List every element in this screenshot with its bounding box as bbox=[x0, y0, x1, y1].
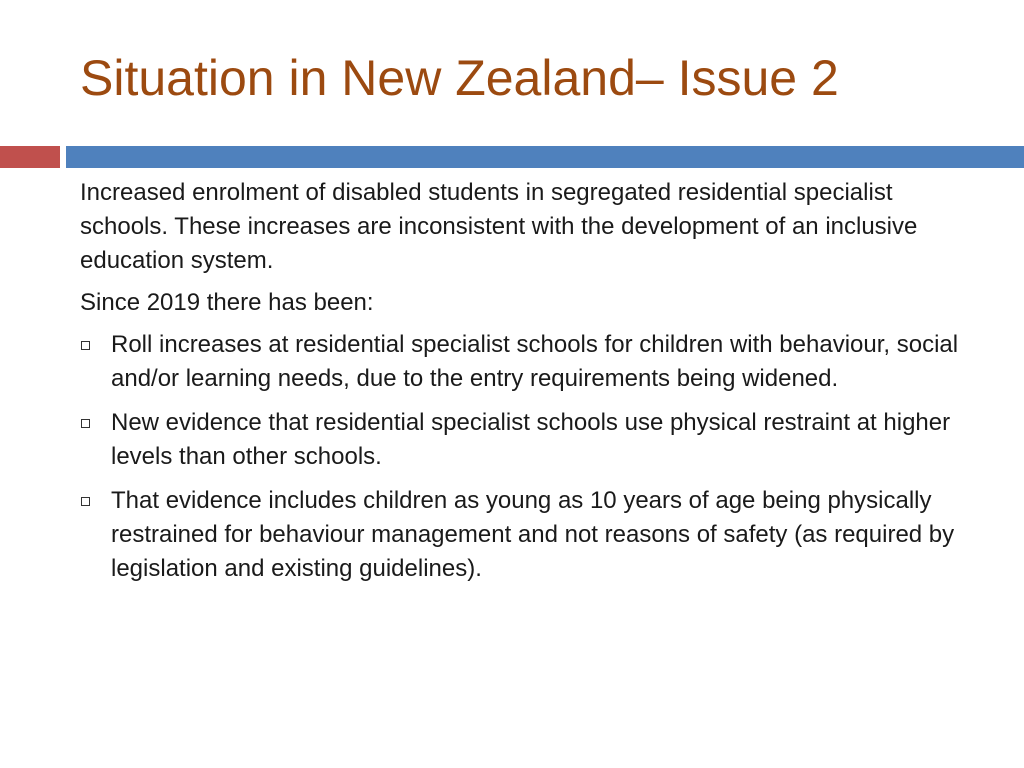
bullet-text: Roll increases at residential specialist schools for children with behaviour, social and/or learning needs, due to the entry requirements being widened. bbox=[111, 331, 959, 392]
bullet-text: That evidence includes children as young as 10 years of age being physically restrained for behaviour management and not reasons of safety (as required by legislation and existing guidelines). bbox=[111, 487, 955, 582]
intro-paragraph: Increased enrolment of disabled students in segregated residential specialist schools. These increases are inconsistent with the development of an inclusive education system. bbox=[80, 179, 918, 274]
square-bullet-icon bbox=[81, 341, 90, 350]
square-bullet-icon bbox=[81, 497, 90, 506]
bullet-text: New evidence that residential specialist schools use physical restraint at higher levels than other schools. bbox=[111, 409, 951, 470]
square-bullet-icon bbox=[81, 419, 90, 428]
bullet-item bbox=[80, 328, 980, 396]
slide-title: Situation in New Zealand– Issue 2 bbox=[80, 50, 839, 106]
bullet-list bbox=[80, 328, 980, 586]
lead-in-text: Since 2019 there has been: bbox=[80, 289, 374, 316]
accent-bar-right bbox=[66, 146, 1024, 168]
bullet-item bbox=[80, 484, 980, 586]
slide-body bbox=[80, 176, 980, 596]
bullet-item bbox=[80, 406, 980, 474]
accent-bar-left bbox=[0, 146, 60, 168]
